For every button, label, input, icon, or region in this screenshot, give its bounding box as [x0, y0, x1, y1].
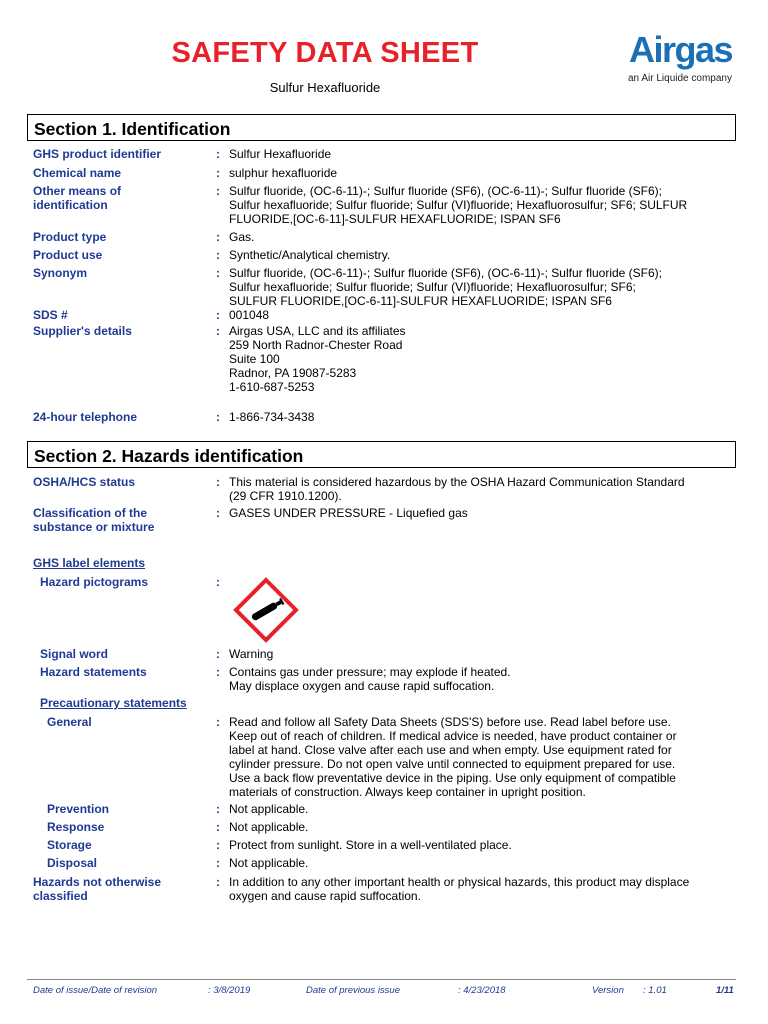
classification-value: GASES UNDER PRESSURE - Liquefied gas: [229, 506, 468, 520]
logo-tagline: an Air Liquide company: [628, 73, 732, 84]
disposal-value: Not applicable.: [229, 856, 309, 870]
hnoc-label: Hazards not otherwise classified: [33, 875, 162, 903]
value: 001048: [229, 308, 270, 322]
section-2-header: [27, 441, 736, 468]
section-1-header: [27, 114, 736, 141]
label: GHS product identifier: [33, 147, 162, 161]
value: Sulfur fluoride, (OC-6-11)-; Sulfur fluoride (SF6), (OC-6-11)-; Sulfur fluoride (SF6); Sulfur hexafluoride; Sulfur fluoride; Sulfur (VI)fluoride; Hexafluorosulfur; SF6; SULFUR FLUORIDE,[OC-6-11]-SULFUR HEXAFLUORIDE; ISPAN SF6: [229, 184, 688, 226]
disposal-label: Disposal: [47, 856, 98, 870]
page-number: 1/11: [716, 985, 734, 996]
airgas-logo: Airgas: [629, 29, 733, 70]
value: 1-866-734-3438: [229, 410, 315, 424]
hazard-statements-label: Hazard statements: [40, 665, 147, 679]
storage-label: Storage: [47, 838, 92, 852]
gas-cylinder-icon: [233, 577, 299, 643]
version-value: : 1.01: [643, 985, 667, 996]
signal-word-label: Signal word: [40, 647, 109, 661]
value: Synthetic/Analytical chemistry.: [229, 248, 391, 262]
signal-word-value: Warning: [229, 647, 274, 661]
section-2-title: Section 2. Hazards identification: [34, 446, 304, 466]
label: Supplier's details: [33, 324, 132, 338]
label: SDS #: [33, 308, 68, 322]
precautionary-statements-heading: Precautionary statements: [40, 696, 187, 710]
prevention-value: Not applicable.: [229, 802, 309, 816]
label: Product use: [33, 248, 103, 262]
hazard-pictograms-label: Hazard pictograms: [40, 575, 149, 589]
value: Sulfur Hexafluoride: [229, 147, 332, 161]
osha-hcs-status-label: OSHA/HCS status: [33, 475, 136, 489]
response-value: Not applicable.: [229, 820, 309, 834]
ghs-label-elements-heading: GHS label elements: [33, 556, 146, 570]
footer-divider: [27, 979, 736, 980]
hazard-statements-value: Contains gas under pressure; may explode if heated. May displace oxygen and cause rapid suffocation.: [229, 665, 511, 693]
general-label: General: [47, 715, 92, 729]
response-label: Response: [47, 820, 105, 834]
classification-label: Classification of the substance or mixture: [33, 506, 155, 534]
label: Chemical name: [33, 166, 122, 180]
label: Product type: [33, 230, 107, 244]
document-title: SAFETY DATA SHEET: [171, 37, 479, 69]
value: Airgas USA, LLC and its affiliates 259 North Radnor-Chester Road Suite 100 Radnor, PA 19087-5283 1-610-687-5253: [229, 324, 406, 394]
value: Sulfur fluoride, (OC-6-11)-; Sulfur fluoride (SF6), (OC-6-11)-; Sulfur fluoride (SF6); Sulfur hexafluoride; Sulfur fluoride; Sulfur (VI)fluoride; Hexafluorosulfur; SF6; SULFUR FLUORIDE,[OC-6-11]-SULFUR HEXAFLUORIDE; ISPAN SF6: [229, 266, 663, 308]
value: Gas.: [229, 230, 255, 244]
issue-date-value: : 3/8/2019: [208, 985, 251, 996]
previous-issue-label: Date of previous issue: [306, 985, 400, 996]
issue-date-label: Date of issue/Date of revision: [33, 985, 158, 996]
product-name: Sulfur Hexafluoride: [269, 80, 381, 95]
storage-value: Protect from sunlight. Store in a well-ventilated place.: [229, 838, 512, 852]
hnoc-value: In addition to any other important health or physical hazards, this product may displace oxygen and cause rapid suffocation.: [229, 875, 690, 903]
value: sulphur hexafluoride: [229, 166, 338, 180]
osha-hcs-status-value: This material is considered hazardous by the OSHA Hazard Communication Standard (29 CFR 1910.1200).: [229, 475, 685, 503]
label: Synonym: [33, 266, 88, 280]
previous-issue-value: : 4/23/2018: [458, 985, 506, 996]
general-value: Read and follow all Safety Data Sheets (SDS'S) before use. Read label before use. Keep out of reach of children. If medical advice is needed, have product container or label at hand. Close valve after each use and when empty. Use equipment rated for cylinder pressure. Do not open valve until connected to equipment prepared for use. Use a back flow preventative device in the piping. Use only equipment of compatible materials of construction. Always keep container in upright position.: [229, 715, 677, 799]
version-label: Version: [592, 985, 624, 996]
section-1-title: Section 1. Identification: [34, 119, 231, 139]
label: 24-hour telephone: [33, 410, 138, 424]
label: Other means of identification: [33, 184, 122, 212]
prevention-label: Prevention: [47, 802, 110, 816]
